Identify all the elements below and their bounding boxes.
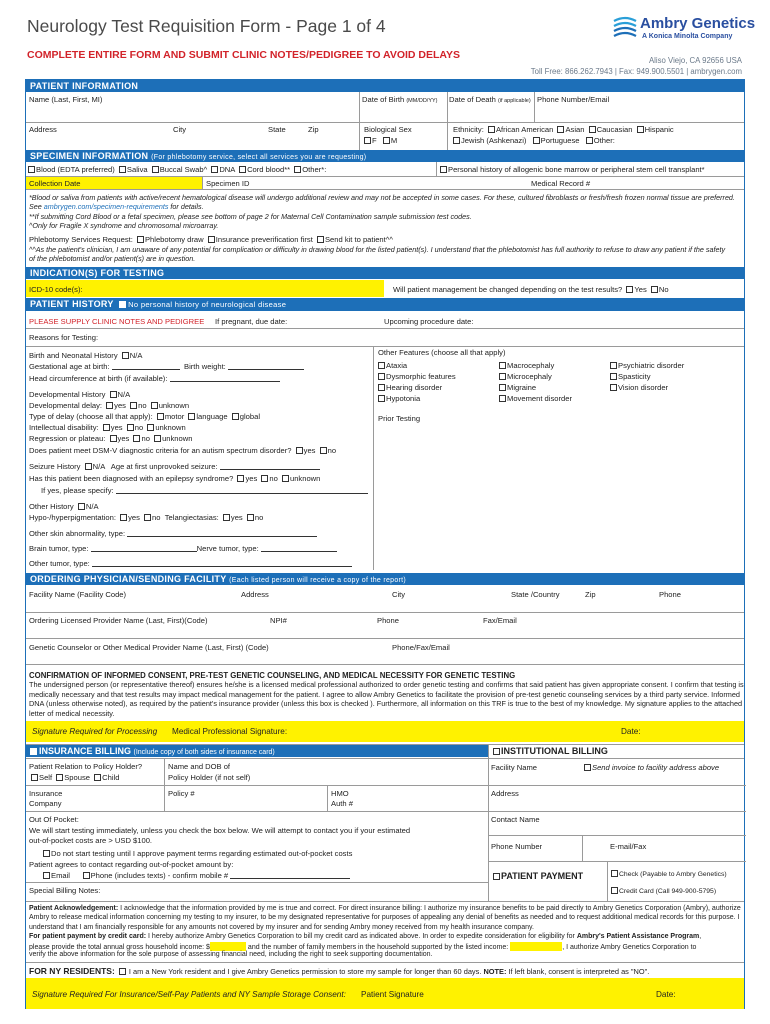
features-col-3[interactable]: Psychiatric disorder Spasticity Vision disorder bbox=[608, 360, 684, 393]
medical-signature-box[interactable] bbox=[26, 721, 744, 742]
npi-label: NPI# bbox=[270, 616, 287, 625]
patient-name-label: Name (Last, First, MI) bbox=[29, 95, 103, 104]
provider-fax-label: Fax/Email bbox=[483, 616, 517, 625]
gestational-age[interactable]: Gestational age at birth: Birth weight: bbox=[29, 362, 304, 371]
provider-phone-label: Phone bbox=[377, 616, 399, 625]
policy-relation-label: Patient Relation to Policy Holder? bbox=[29, 762, 143, 771]
out-of-pocket-text-2: out-of-pocket costs are > USD $100. bbox=[29, 836, 153, 845]
insurance-company-label: Insurance bbox=[29, 789, 63, 798]
policy-relation-options[interactable]: Self Spouse Child bbox=[29, 773, 119, 782]
form-subtitle: COMPLETE ENTIRE FORM AND SUBMIT CLINIC NOTES/PEDIGREE TO AVOID DELAYS bbox=[27, 49, 461, 61]
provider-name-label: Ordering Licensed Provider Name (Last, First)(Code) bbox=[29, 616, 208, 625]
pay-card-checkbox[interactable]: Credit Card (Call 949-900-5795) bbox=[609, 887, 716, 895]
other-tumor[interactable]: Other tumor, type: bbox=[29, 559, 352, 568]
phone-email-label: Phone Number/Email bbox=[537, 95, 610, 104]
collection-date-label: Collection Date bbox=[29, 179, 81, 188]
policy-number-label: Policy # bbox=[168, 789, 195, 798]
zip-label: Zip bbox=[308, 125, 319, 134]
specimen-note-1: *Blood or saliva from patients with active/recent hematological disease will undergo additional review and may not be accepted in some cases. For these, cultured fibroblasts or fresh/fresh frozen normal tissue are preferred. See ambrygen.com/specimen-requirements for details. bbox=[29, 193, 735, 211]
policy-holder-label: Name and DOB of bbox=[168, 762, 231, 771]
specimen-type-options[interactable]: Blood (EDTA preferred) Saliva Buccal Swab^ DNA Cord blood** Other*: bbox=[26, 165, 326, 174]
company-address: Aliso Viejo, CA 92656 USA bbox=[648, 56, 742, 65]
birth-history[interactable]: Birth and Neonatal History N/A bbox=[29, 351, 143, 360]
out-of-pocket-text-1: We will start testing immediately, unless you check the box below. We will attempt to contact you if your estimated bbox=[29, 826, 411, 835]
facility-address-label: Address bbox=[241, 590, 269, 599]
facility-state-label: State /Country bbox=[511, 590, 560, 599]
epilepsy-specify[interactable]: If yes, please specify: bbox=[41, 486, 368, 495]
inst-email-label: E-mail/Fax bbox=[610, 842, 647, 851]
hmo-label: HMO bbox=[331, 789, 349, 798]
household-income-line[interactable]: please provide the total annual gross household income: $ and the number of family members in the household supported by the listed income: , I authorize Ambry Genetics Corporation to bbox=[29, 944, 697, 951]
inst-address-label: Address bbox=[491, 789, 519, 798]
transplant-checkbox[interactable]: Personal history of allogenic bone marrow or peripheral stem cell transplant* bbox=[438, 165, 705, 174]
pay-check-checkbox[interactable]: Check (Payable to Ambry Genetics) bbox=[609, 870, 727, 878]
ny-residents-consent[interactable]: FOR NY RESIDENTS: I am a New York resident and I give Ambry Genetics permission to store my sample for longer than 60 days. NOTE: If left blank, consent is interpreted as "NO". bbox=[29, 966, 650, 976]
other-history[interactable]: Other History N/A bbox=[29, 502, 99, 511]
delay-type[interactable]: Type of delay (choose all that apply): motor language global bbox=[29, 412, 261, 421]
do-not-start-checkbox[interactable]: Do not start testing until I approve payment terms regarding estimated out-of-pocket costs bbox=[41, 849, 352, 858]
consent-text: The undersigned person (or representative thereof) ensures he/she is a licensed medical professional authorized to order genetic testing and confirms that said patient has given appropriate consent. I confirm that testing is medically necessary and that test results may impact medical management for the patient. I agree to allow Ambry Genetics to facilitate the provision of pre-test genetic counseling services by a third party service. Informed DNA (unless otherwise noted), as required by the patient's insurance provider (unless this box is checked ). Furthermore, all information on this TRF is true to the best of my knowledge. My signature applies to the attached letter of medical necessity. bbox=[29, 680, 744, 718]
patient-signature-label: Patient Signature bbox=[361, 990, 424, 999]
pigmentation-question[interactable]: Hypo-/hyperpigmentation: yes no Telangiectasias: yes no bbox=[29, 513, 264, 522]
insurance-billing-heading: INSURANCE BILLING (Include copy of both sides of insurance card) bbox=[26, 745, 488, 757]
intellectual-disability[interactable]: Intellectual disability: yes no unknown bbox=[29, 423, 186, 432]
auth-number-label: Auth # bbox=[331, 799, 353, 808]
facility-phone-label: Phone bbox=[659, 590, 681, 599]
indications-heading: INDICATION(S) FOR TESTING bbox=[26, 267, 744, 279]
company-contact: Toll Free: 866.262.7943 | Fax: 949.900.5501 | ambrygen.com bbox=[530, 67, 742, 76]
ambry-logo-icon bbox=[612, 13, 638, 39]
out-of-pocket-text-4: Patient agrees to contact regarding out-of-pocket amount by: bbox=[29, 860, 234, 869]
facility-name-label: Facility Name (Facility Code) bbox=[29, 590, 127, 599]
medical-signature-label: Medical Professional Signature: bbox=[172, 727, 288, 736]
inst-contact-label: Contact Name bbox=[491, 815, 540, 824]
clinic-notes-request: PLEASE SUPPLY CLINIC NOTES AND PEDIGREE bbox=[29, 317, 205, 326]
history-heading: PATIENT HISTORY No personal history of neurological disease bbox=[26, 298, 744, 311]
medical-record-label: Medical Record # bbox=[531, 179, 591, 188]
facility-city-label: City bbox=[392, 590, 406, 599]
ethnicity-row-2[interactable]: Jewish (Ashkenazi) Portuguese Other: bbox=[451, 136, 615, 145]
tumor-types[interactable]: Brain tumor, type: Nerve tumor, type: bbox=[29, 544, 337, 553]
specimen-note-2: **If submitting Cord Blood or a fetal specimen, please see bottom of page 2 for Maternal Cell Contamination sample submission test codes. bbox=[29, 212, 472, 221]
patient-info-heading: PATIENT INFORMATION bbox=[26, 80, 744, 92]
dod-label: Date of Death (if applicable) bbox=[449, 95, 531, 104]
biological-sex-label: Biological Sex bbox=[364, 125, 412, 134]
out-of-pocket-label: Out Of Pocket: bbox=[29, 815, 79, 824]
credit-card-authorization: For patient payment by credit card: I hereby authorize Ambry Genetics Corporation to bill my credit card as indicated above. In order to expedite consideration for eligibility for Ambry's Patient Assistance Program, bbox=[29, 933, 702, 940]
phlebotomy-request[interactable]: Phlebotomy Services Request: Phlebotomy draw Insurance preverification first Send kit to patient^^ bbox=[29, 235, 393, 244]
dsm-criteria[interactable]: Does patient meet DSM-V diagnostic criteria for an autism spectrum disorder? yes no bbox=[29, 446, 337, 455]
procedure-date-label: Upcoming procedure date: bbox=[384, 317, 474, 326]
developmental-delay[interactable]: Developmental delay: yes no unknown bbox=[29, 401, 190, 410]
seizure-history[interactable]: Seizure History N/A Age at first unprovoked seizure: bbox=[29, 462, 320, 471]
features-col-2[interactable]: Macrocephaly Microcephaly Migraine Movement disorder bbox=[497, 360, 572, 404]
regression-plateau[interactable]: Regression or plateau: yes no unknown bbox=[29, 434, 193, 443]
patient-signature-required: Signature Required For Insurance/Self-Pay Patients and NY Sample Storage Consent: bbox=[32, 990, 346, 999]
management-change-question[interactable]: Will patient management be changed depending on the test results? Yes No bbox=[393, 285, 669, 294]
inst-facility-label: Facility Name bbox=[491, 763, 537, 772]
sex-f-checkbox[interactable] bbox=[364, 137, 371, 144]
physician-heading: ORDERING PHYSICIAN/SENDING FACILITY (Each listed person will receive a copy of the report) bbox=[26, 573, 744, 585]
pregnancy-due-label: If pregnant, due date: bbox=[215, 317, 288, 326]
other-features-label: Other Features (choose all that apply) bbox=[378, 348, 506, 357]
page-title: Neurology Test Requisition Form - Page 1 of 4 bbox=[27, 16, 386, 36]
brand-name: Ambry Genetics bbox=[640, 15, 756, 32]
prior-testing-label: Prior Testing bbox=[378, 414, 421, 423]
head-circumference[interactable]: Head circumference at birth (if available): bbox=[29, 374, 280, 383]
patient-signature-date: Date: bbox=[656, 990, 676, 999]
specimen-heading: SPECIMEN INFORMATION (For phlebotomy service, select all services you are requesting) bbox=[26, 150, 744, 162]
send-invoice-checkbox[interactable]: Send invoice to facility address above bbox=[582, 763, 719, 772]
icd-code-label: ICD-10 code(s): bbox=[29, 285, 83, 294]
features-col-1[interactable]: Ataxia Dysmorphic features Hearing disorder Hypotonia bbox=[376, 360, 456, 404]
reasons-label: Reasons for Testing: bbox=[29, 333, 99, 342]
requisition-form bbox=[25, 79, 745, 1009]
consent-heading: CONFIRMATION OF INFORMED CONSENT, PRE-TEST GENETIC COUNSELING, AND MEDICAL NECESSITY FOR GENETIC TESTING bbox=[29, 671, 516, 680]
state-label: State bbox=[268, 125, 286, 134]
signature-required-label: Signature Required for Processing bbox=[32, 727, 158, 736]
policy-holder-label-2: Policy Holder (if not self) bbox=[168, 773, 251, 782]
sex-m-checkbox[interactable] bbox=[383, 137, 390, 144]
developmental-history[interactable]: Developmental History N/A bbox=[29, 390, 131, 399]
city-label: City bbox=[173, 125, 187, 134]
specimen-note-3: ^Only for Fragile X syndrome and chromosomal microarray. bbox=[29, 221, 219, 230]
institutional-billing-heading: INSTITUTIONAL BILLING bbox=[491, 746, 608, 756]
phlebotomy-note: ^^As the patient's clinician, I am unaware of any potential for complication or difficulty in drawing blood for the listed patient(s). I understand that the phlebotomist has full authority to refuse to draw any patient if the safety of the phlebotomist and/or patient(s) are in question. bbox=[29, 245, 726, 263]
inst-phone-label: Phone Number bbox=[491, 842, 543, 851]
skin-abnormality[interactable]: Other skin abnormality, type: bbox=[29, 529, 317, 538]
contact-method-options[interactable]: Email Phone (includes texts) - confirm mobile # bbox=[41, 871, 350, 880]
counselor-name-label: Genetic Counselor or Other Medical Provider Name (Last, First) (Code) bbox=[29, 643, 269, 652]
ethnicity-row-1[interactable]: Ethnicity: African American Asian Caucasian Hispanic bbox=[453, 125, 674, 134]
counselor-contact-label: Phone/Fax/Email bbox=[392, 643, 450, 652]
address-label: Address bbox=[29, 125, 57, 134]
insurance-company-label-2: Company bbox=[29, 799, 62, 808]
brand-subtitle: A Konica Minolta Company bbox=[642, 33, 733, 40]
medical-signature-date: Date: bbox=[621, 727, 641, 736]
patient-acknowledgement: Patient Acknowledgement: I acknowledge that the information provided by me is true and correct. For direct insurance billing: I authorize my insurance benefits to be paid directly to Ambry Genetics Corporation (Ambry), authorize Ambry to release medical information concerning my testing to my insurer, to be my designated representative for purposes of appealing any denial of benefits as needed and to request additional medical records for this purpose. I understand that I am financially responsible for any amounts not covered by my insurer and for sending Ambry money received from my health insurance company. bbox=[29, 905, 741, 931]
verification-line: verify the above information for the sole purpose of assessing financial need, including the right to seek supporting documentation. bbox=[29, 951, 433, 958]
patient-payment-heading: PATIENT PAYMENT bbox=[491, 871, 583, 881]
dob-label: Date of Birth (MM/DD/YY) bbox=[362, 95, 438, 104]
special-billing-label: Special Billing Notes: bbox=[29, 886, 101, 895]
specimen-id-label: Specimen ID bbox=[206, 179, 250, 188]
patient-signature-box[interactable] bbox=[26, 978, 744, 1009]
facility-zip-label: Zip bbox=[585, 590, 596, 599]
sex-options[interactable]: F M bbox=[362, 136, 397, 145]
epilepsy-question[interactable]: Has this patient been diagnosed with an epilepsy syndrome? yes no unknown bbox=[29, 474, 321, 483]
